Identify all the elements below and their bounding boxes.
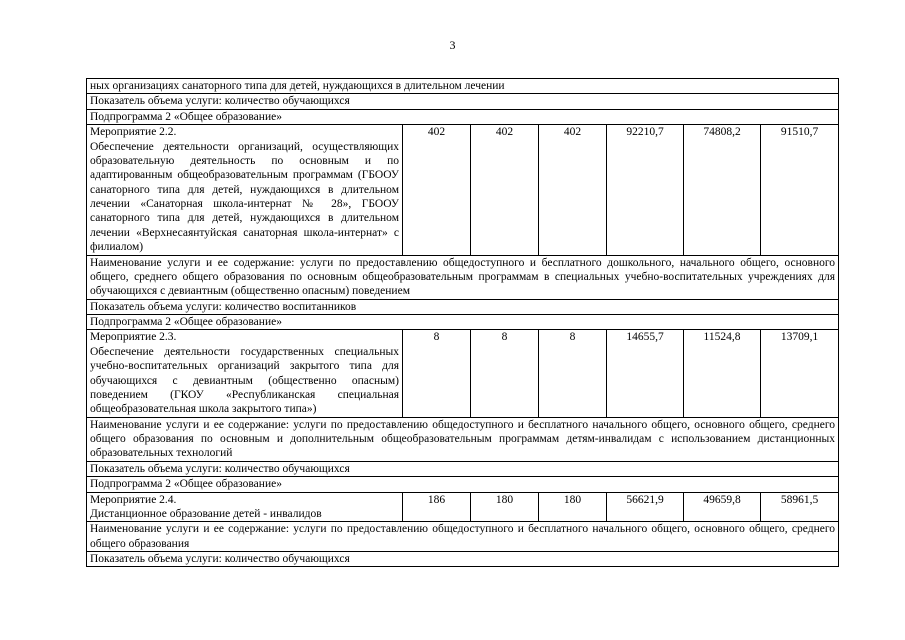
value-cell: 56621,9 (607, 492, 684, 522)
services-table (86, 78, 839, 567)
table-row (87, 299, 839, 314)
table-row (87, 461, 839, 476)
measure-description: Обеспечение деятельности организаций, осуществляющих образовательную деятельность по основным и по адаптированным общеобразовательным программам (ГБООУ санаторного типа для детей, нуждающихся в длительном лечении «Санаторная школа-интернат № 28», ГБООУ санаторного типа для детей, нуждающихся в длительном лечении «Верхнесаянтуйская санаторная школа-интернат» с филиалом) (90, 140, 399, 254)
row-text: ных организациях санаторного типа для детей, нуждающихся в длительном лечении (87, 79, 839, 94)
measure-cell (87, 125, 403, 255)
table-row (87, 477, 839, 492)
table-row (87, 94, 839, 109)
table-row (87, 522, 839, 552)
measure-row (87, 492, 839, 522)
value-cell: 180 (471, 492, 539, 522)
value-cell: 13709,1 (761, 330, 839, 417)
value-cell: 402 (471, 125, 539, 255)
row-text: Показатель объема услуги: количество обучающихся (87, 94, 839, 109)
table-body (87, 79, 839, 567)
row-text: Наименование услуги и ее содержание: услуги по предоставлению общедоступного и бесплатного начального общего, основного общего, среднего общего образования (87, 522, 839, 552)
measure-title: Мероприятие 2.2. (90, 126, 177, 139)
measure-row (87, 125, 839, 255)
value-cell: 74808,2 (684, 125, 761, 255)
value-cell: 91510,7 (761, 125, 839, 255)
row-text: Подпрограмма 2 «Общее образование» (87, 109, 839, 124)
value-cell: 402 (539, 125, 607, 255)
row-text: Показатель объема услуги: количество воспитанников (87, 299, 839, 314)
table-row (87, 79, 839, 94)
measure-cell (87, 330, 403, 417)
row-text: Подпрограмма 2 «Общее образование» (87, 477, 839, 492)
table-row (87, 417, 839, 461)
value-cell: 8 (539, 330, 607, 417)
value-cell: 180 (539, 492, 607, 522)
measure-cell (87, 492, 403, 522)
value-cell: 11524,8 (684, 330, 761, 417)
table-row (87, 552, 839, 567)
value-cell: 49659,8 (684, 492, 761, 522)
row-text: Показатель объема услуги: количество обучающихся (87, 461, 839, 476)
value-cell: 186 (403, 492, 471, 522)
value-cell: 58961,5 (761, 492, 839, 522)
table-row (87, 109, 839, 124)
measure-title: Мероприятие 2.3. (90, 331, 177, 344)
table-row (87, 315, 839, 330)
page-number: 3 (449, 38, 456, 52)
measure-title: Мероприятие 2.4. (90, 493, 177, 506)
value-cell: 92210,7 (607, 125, 684, 255)
table-row (87, 255, 839, 299)
row-text: Показатель объема услуги: количество обучающихся (87, 552, 839, 567)
measure-row (87, 330, 839, 417)
measure-description: Дистанционное образование детей - инвалидов (90, 507, 322, 520)
row-text: Наименование услуги и ее содержание: услуги по предоставлению общедоступного и бесплатного начального общего, основного общего, среднего общего образования по основным и дополнительным общеобразовательным программам детям-инвалидам с использованием дистанционных образовательных технологий (87, 417, 839, 461)
value-cell: 8 (471, 330, 539, 417)
row-text: Подпрограмма 2 «Общее образование» (87, 315, 839, 330)
value-cell: 402 (403, 125, 471, 255)
row-text: Наименование услуги и ее содержание: услуги по предоставлению общедоступного и бесплатного дошкольного, начального общего, основного общего, среднего общего образования по основным общеобразовательным программам в специальных учебно-воспитательных учреждениях для обучающихся с девиантным (общественно опасным) поведением (87, 255, 839, 299)
value-cell: 8 (403, 330, 471, 417)
value-cell: 14655,7 (607, 330, 684, 417)
measure-description: Обеспечение деятельности государственных специальных учебно-воспитательных организаций закрытого типа для обучающихся с девиантным (общественно опасным) поведением (ГКОУ «Республиканская специальная общеобразовательная школа закрытого типа») (90, 345, 399, 416)
